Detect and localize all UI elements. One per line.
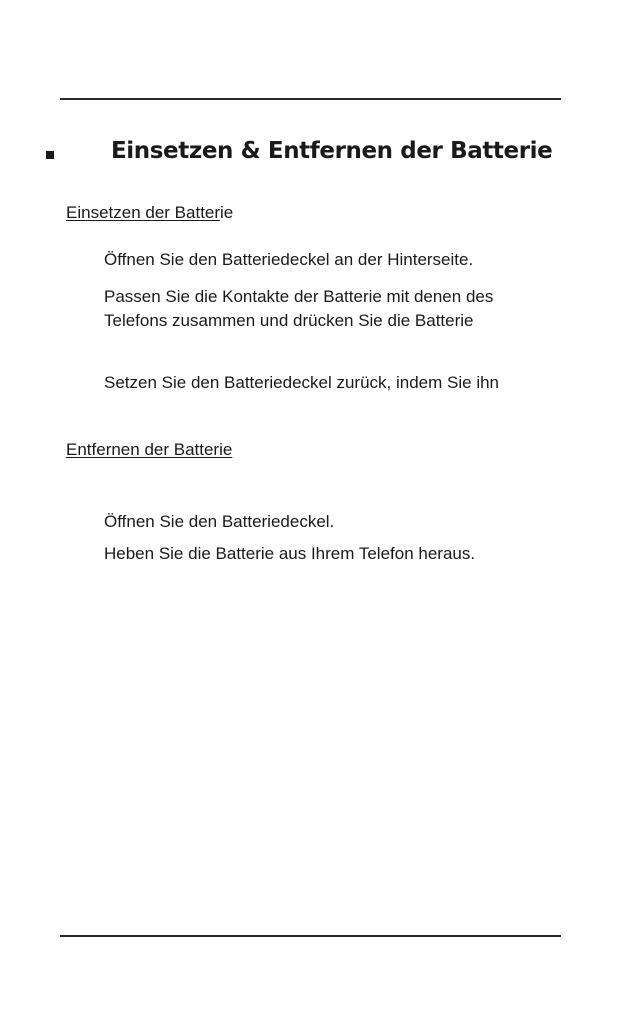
insert-step-2 — [104, 285, 493, 333]
insert-step-2-line-1: Passen Sie die Kontakte der Batterie mit denen des — [104, 287, 494, 306]
section-heading-remove-text: Entfernen der Batterie — [66, 440, 233, 459]
remove-step-1: Öffnen Sie den Batteriedeckel. — [104, 512, 335, 531]
page-title: Einsetzen & Entfernen der Batterie — [111, 138, 553, 164]
bottom-divider — [60, 935, 561, 937]
square-bullet-icon — [46, 151, 54, 159]
top-divider — [60, 98, 561, 100]
section-heading-remove — [66, 440, 232, 460]
insert-step-1: Öffnen Sie den Batteriedeckel an der Hinterseite. — [104, 250, 474, 269]
insert-step-3: Setzen Sie den Batteriedeckel zurück, indem Sie ihn — [104, 373, 500, 392]
section-heading-insert-rest: ie — [220, 203, 234, 222]
remove-step-2: Heben Sie die Batterie aus Ihrem Telefon heraus. — [104, 544, 476, 563]
section-heading-insert — [66, 203, 233, 223]
insert-step-2-line-2: Telefons zusammen und drücken Sie die Batterie — [104, 311, 474, 330]
section-heading-insert-underlined: Einsetzen der Batter — [66, 203, 221, 222]
